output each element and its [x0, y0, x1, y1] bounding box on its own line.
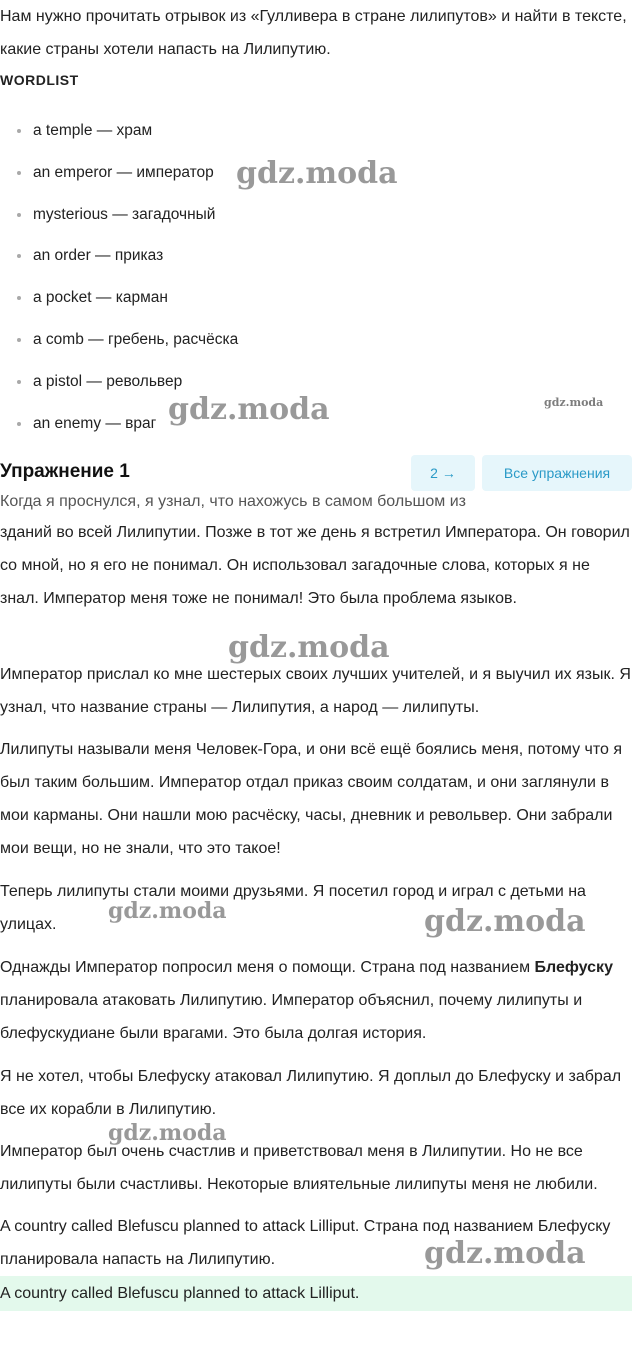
watermark: gdz.moda — [228, 630, 390, 665]
next-exercise-button[interactable]: 2 → — [411, 455, 475, 491]
intro-text: Нам нужно прочитать отрывок из «Гулливера в стране лилипутов» и найти в тексте, какие страны хотели напасть на Лилипутию. — [0, 8, 627, 58]
story-paragraph: Я не хотел, чтобы Блефуску атаковал Лилипутию. Я доплыл до Блефуску и забрал все их корабли в Лилипутию. — [0, 1068, 622, 1118]
bullet-icon — [17, 380, 21, 384]
story-paragraph: Лилипуты называли меня Человек-Гора, и они всё ещё боялись меня, потому что я был таким большим. Император отдал приказ своим солдатам, и они заглянули в мои карманы. Они нашли мою расчёску, часы, дневник и револьвер. Они забрали мои вещи, но не знали, что это такое! — [0, 741, 623, 857]
watermark: gdz.moda — [168, 392, 330, 427]
translation-text: A country called Blefuscu planned to attack Lilliput. Страна под названием Блефуску планировала напасть на Лилипутию. — [0, 1218, 611, 1268]
bullet-icon — [17, 213, 21, 217]
story-cut-line: Когда я проснулся, я узнал, что нахожусь в самом большом из — [0, 493, 466, 510]
country-name: Блефуску — [534, 959, 613, 976]
exercise-title: Упражнение 1 — [0, 461, 130, 482]
wordlist-item: a pistol — револьвер — [0, 361, 238, 403]
wordlist-item: an emperor — император — [0, 152, 238, 194]
bullet-icon — [17, 129, 21, 133]
story-paragraph: Однажды Император попросил меня о помощи. Страна под названием Блефуску планировала атаковать Лилипутию. Император объяснил, почему лилипуты и блефускудиане были врагами. Это была долгая история. — [0, 959, 613, 1042]
wordlist-item: an order — приказ — [0, 235, 238, 277]
watermark: gdz.moda — [544, 396, 604, 409]
wordlist — [0, 110, 238, 444]
story-paragraph: Император был очень счастлив и приветствовал меня в Лилипутии. Но не все лилипуты были счастливы. Некоторые влиятельные лилипуты меня не любили. — [0, 1143, 598, 1193]
wordlist-item: a comb — гребень, расчёска — [0, 319, 238, 361]
wordlist-item: a pocket — карман — [0, 277, 238, 319]
bullet-icon — [17, 296, 21, 300]
bullet-icon — [17, 338, 21, 342]
exercise-header — [0, 452, 632, 496]
all-exercises-button[interactable]: Все упражнения — [482, 455, 632, 491]
watermark: gdz.moda — [236, 156, 398, 191]
watermark: gdz.moda — [108, 1120, 227, 1146]
wordlist-item: mysterious — загадочный — [0, 194, 238, 236]
watermark: gdz.moda — [424, 904, 586, 939]
story-paragraph: Император прислал ко мне шестерых своих лучших учителей, и я выучил их язык. Я узнал, что название страны — Лилипутия, а народ — лилипуты. — [0, 666, 631, 716]
watermark: gdz.moda — [424, 1236, 586, 1271]
answer-highlight: A country called Blefuscu planned to attack Lilliput. — [0, 1276, 632, 1311]
watermark: gdz.moda — [108, 898, 227, 924]
wordlist-item: a temple — храм — [0, 110, 238, 152]
story-paragraph: Теперь лилипуты стали моими друзьями. Я посетил город и играл с детьми на улицах. — [0, 883, 586, 933]
bullet-icon — [17, 422, 21, 426]
bullet-icon — [17, 254, 21, 258]
wordlist-item: an enemy — враг — [0, 403, 238, 445]
wordlist-title: WORDLIST — [0, 72, 79, 88]
story-paragraph: зданий во всей Лилипутии. Позже в тот же день я встретил Императора. Он говорил со мной, но я его не понимал. Он использовал загадочные слова, которых я не знал. Император меня тоже не понимал! Это была проблема языков. — [0, 524, 630, 607]
bullet-icon — [17, 171, 21, 175]
